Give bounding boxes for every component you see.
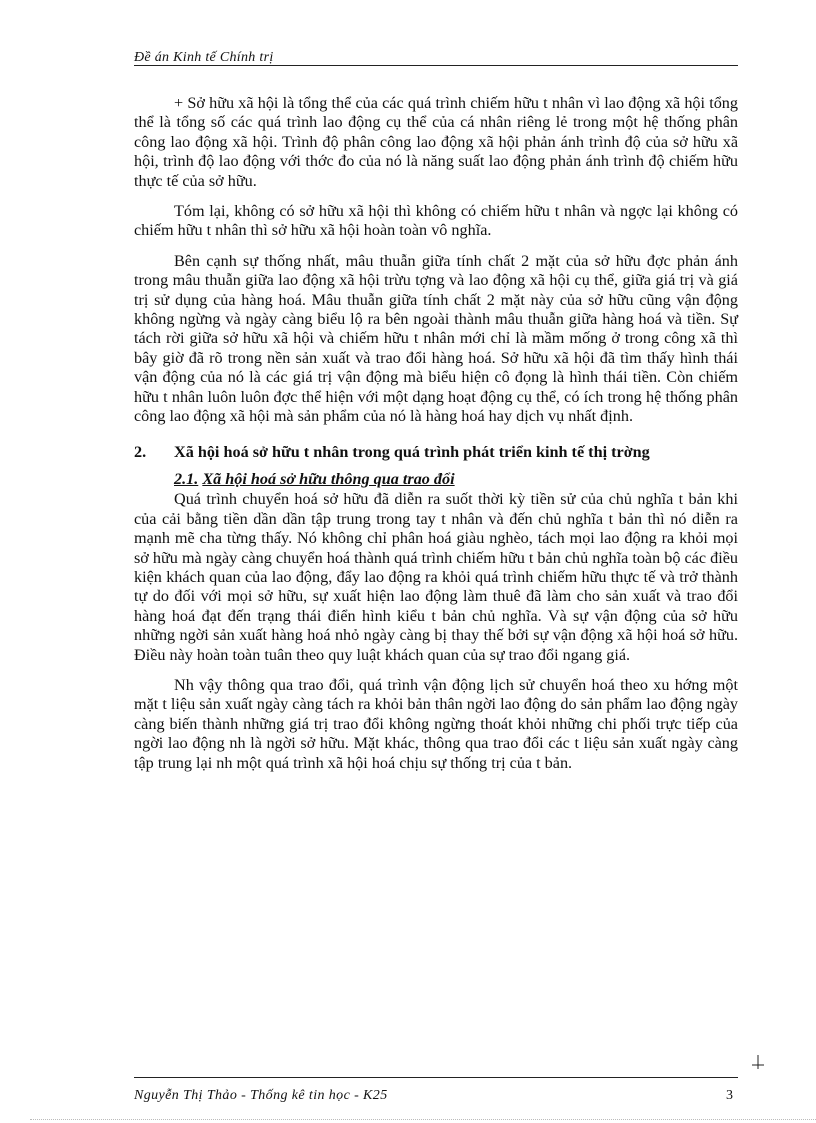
footer-author: Nguyễn Thị Thảo - Thống kê tin học - K25 <box>134 1088 388 1103</box>
body-text <box>134 94 738 784</box>
footer-rule <box>134 1077 738 1078</box>
section-2-title: Xã hội hoá sở hữu t nhân trong quá trình phát triển kinh tế thị trờng <box>174 442 650 461</box>
section-2-number: 2. <box>134 442 147 461</box>
paragraph-social-ownership: + Sở hữu xã hội là tổng thể của các quá trình chiếm hữu t nhân vì lao động xã hội tổng thể là tổng số các quá trình lao động cụ thể của cá nhân riêng lẻ trong một hệ thống phân công lao động xã hội. Trình độ phân công lao động xã hội phản ánh trình độ của sở hữu xã hội, trình độ lao động với thớc đo của nó là năng suất lao động phản ánh trình độ chiếm hữu thực tế của sở hữu. <box>134 94 738 190</box>
paragraph-exchange: Nh vậy thông qua trao đổi, quá trình vận động lịch sử chuyển hoá theo xu hớng một mặt t liệu sản xuất ngày càng tách ra khỏi bản thân ngời lao động do sản phẩm lao động ngày càng biến thành những giá trị trao đổi không ngừng thoát khỏi những chi phối trực tiếp của ngời lao động nh là ngời sở hữu. Mặt khác, thông qua trao đổi các t liệu sản xuất ngày càng tập trung lại nh một quá trình xã hội hoá chịu sự thống trị của t bản. <box>134 675 738 772</box>
section-2-1-number: 2.1. <box>174 469 199 488</box>
section-2-1-title: Xã hội hoá sở hữu thông qua trao đổi <box>202 469 455 488</box>
page-number: 3 <box>726 1088 733 1103</box>
page-bottom-dotted-line <box>30 1119 816 1120</box>
section-2-heading <box>134 443 738 462</box>
paragraph-summary: Tóm lại, không có sở hữu xã hội thì không có chiếm hữu t nhân và ngợc lại không có chiếm hữu t nhân thì sở hữu xã hội hoàn toàn vô nghĩa. <box>134 202 738 240</box>
section-2-1-heading <box>174 470 738 489</box>
corner-mark-icon <box>752 1055 764 1069</box>
header-rule <box>134 65 738 66</box>
paragraph-transformation: Quá trình chuyển hoá sở hữu đã diễn ra suốt thời kỳ tiền sử của chủ nghĩa t bản khi của cải bằng tiền dần dần tập trung trong tay t nhân và đến chủ nghĩa t bản thì nó diễn ra mạnh mẽ cha từng thấy. Nó không chỉ phân hoá giàu nghèo, tách mọi lao động ra khỏi mọi sở hữu mà ngày càng chuyển hoá thành quá trình chiếm hữu t bản chủ nghĩa toàn bộ các điều kiện khách quan của lao động, đẩy lao động ra khỏi quá trình chiếm hữu thực tế và trở thành tự do đối với mọi sở hữu, sự xuất hiện lao động làm thuê đã làm cho sản xuất và trao đổi hàng hoá đạt đến trạng thái điển hình kiểu t bản chủ nghĩa. Và sự vận động của sở hữu những ngời sản xuất hàng hoá nhỏ ngày càng bị thay thế bởi sự vận động xã hội hoá sở hữu. Điều này hoàn toàn tuân theo quy luật khách quan của sự trao đổi ngang giá. <box>134 490 738 664</box>
page-header-title: Đề án Kinh tế Chính trị <box>134 50 274 65</box>
paragraph-contradiction: Bên cạnh sự thống nhất, mâu thuẫn giữa tính chất 2 mặt của sở hữu đợc phản ánh trong mâu thuẫn giữa lao động xã hội trừu tợng và lao động xã hội cụ thể, giữa giá trị và giá trị sử dụng của hàng hoá. Mâu thuẫn giữa tính chất 2 mặt này của sở hữu cũng vận động không ngừng và ngày càng biểu lộ ra bên ngoài thành mâu thuẫn giữa hàng hoá và tiền. Sự tách rời giữa sở hữu xã hội và chiếm hữu t nhân mới chỉ là mầm mống ở trong công xã thì bây giờ đã rõ trong nền sản xuất và trao đổi hàng hoá. Sở hữu xã hội đã tìm thấy hình thái vận động của nó là các giá trị vận động mà biểu hiện cô đọng là hình thái tiền. Còn chiếm hữu t nhân luôn luôn đợc thể hiện với một dạng hoạt động cụ thể, có ích trong hệ thống phân công lao động xã hội mà sản phẩm của nó là hàng hoá hay dịch vụ nhất định. <box>134 251 738 426</box>
